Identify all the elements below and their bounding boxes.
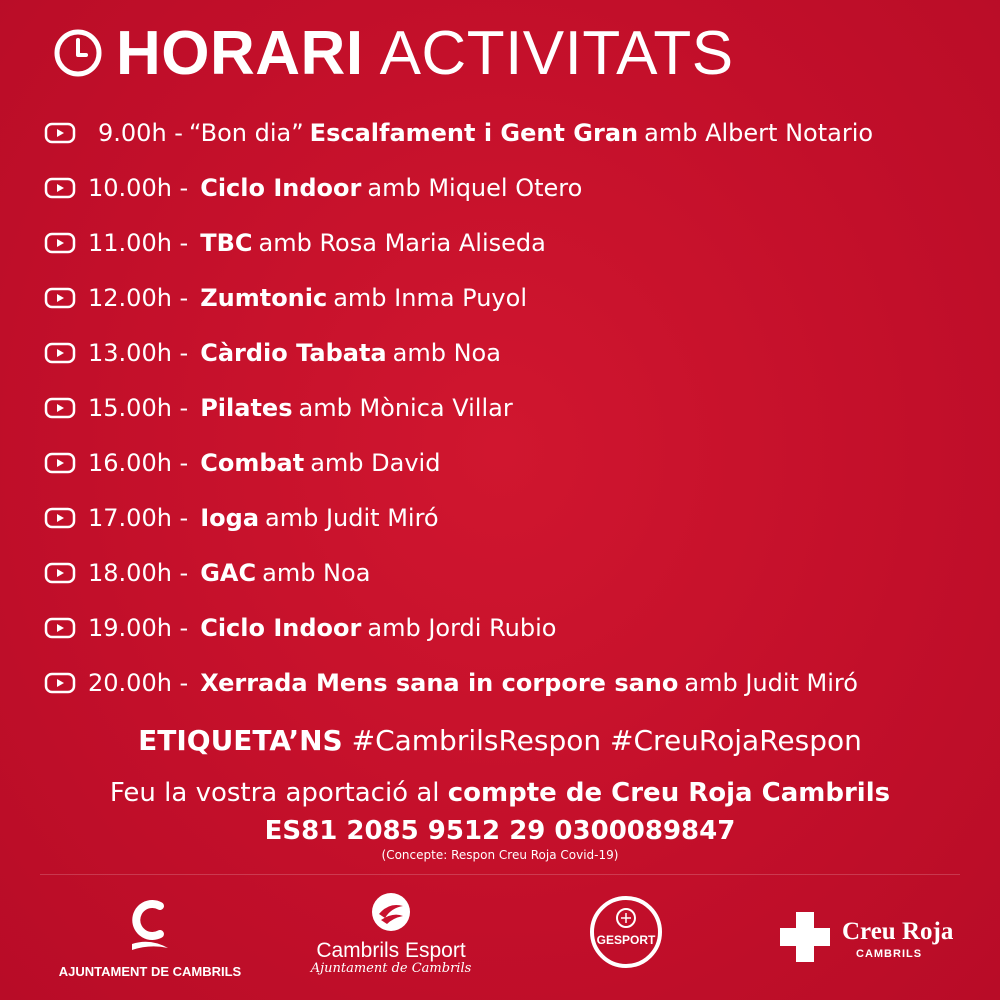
play-button-icon[interactable] [44,342,76,364]
schedule-row [44,600,984,655]
play-button-icon[interactable] [44,287,76,309]
page-title [52,18,734,88]
logo-creu-roja [778,910,954,970]
schedule-instructor: amb Albert Notario [644,118,874,147]
schedule-row [44,105,984,160]
schedule-time: 9.00h - [98,118,183,147]
schedule-row [44,655,984,710]
donation-line [0,778,1000,808]
hashtag-label: ETIQUETA’NS [138,724,343,757]
schedule-time: 12.00h - [88,283,189,312]
divider [40,874,960,875]
schedule-instructor: amb Judit Miró [684,668,858,697]
schedule-instructor: amb Noa [392,338,501,367]
creu-roja-sublabel: CAMBRILS [856,948,923,960]
cambrils-esport-label: Cambrils Esport [316,939,466,962]
play-button-icon[interactable] [44,232,76,254]
schedule-row [44,380,984,435]
logo-gesport [588,894,664,974]
schedule-activity: Xerrada Mens sana in corpore sano [200,668,679,697]
schedule-activity: Ioga [200,503,260,532]
play-button-icon[interactable] [44,177,76,199]
schedule-row [44,545,984,600]
schedule-instructor: amb Rosa Maria Aliseda [258,228,546,257]
title-bold: HORARI [116,18,364,88]
hashtags: #CambrilsRespon #CreuRojaRespon [351,724,862,757]
logo-ajuntament-cambrils [50,898,250,979]
ajuntament-label: AJUNTAMENT DE CAMBRILS [58,964,242,979]
red-cross-icon [778,910,832,964]
play-button-icon[interactable] [44,452,76,474]
schedule-instructor: amb Mònica Villar [298,393,513,422]
schedule-row [44,490,984,545]
creu-roja-label: Creu Roja [842,918,954,945]
schedule-row [44,325,984,380]
schedule-time: 16.00h - [88,448,189,477]
schedule-time: 20.00h - [88,668,189,697]
play-button-icon[interactable] [44,122,76,144]
schedule-time: 11.00h - [88,228,189,257]
donation-account-name: compte de Creu Roja Cambrils [447,778,891,808]
donation-intro: Feu la vostra aportació al [109,778,440,808]
play-button-icon[interactable] [44,507,76,529]
play-button-icon[interactable] [44,397,76,419]
schedule-row [44,160,984,215]
schedule-activity: Combat [200,448,305,477]
hashtag-line [0,724,1000,757]
play-button-icon[interactable] [44,562,76,584]
schedule-time: 10.00h - [88,173,189,202]
schedule-activity: Ciclo Indoor [200,613,362,642]
schedule-time: 13.00h - [88,338,189,367]
cambrils-esport-swirl-icon [369,890,413,934]
schedule-activity: Ciclo Indoor [200,173,362,202]
schedule-row [44,215,984,270]
gesport-badge-icon [588,894,664,970]
schedule-activity: Càrdio Tabata [200,338,387,367]
donation-concept: (Concepte: Respon Creu Roja Covid-19) [381,848,619,862]
schedule-activity: TBC [200,228,253,257]
schedule-instructor: amb Inma Puyol [333,283,527,312]
ajuntament-c-icon [128,898,172,956]
schedule-row [44,270,984,325]
donation-iban: ES81 2085 9512 29 0300089847 [264,816,736,846]
schedule-pre: “Bon dia” [188,118,304,147]
schedule-time: 19.00h - [88,613,189,642]
gesport-label: GESPORT [596,933,656,947]
schedule-instructor: amb Judit Miró [265,503,439,532]
schedule-list [44,105,984,710]
schedule-activity: Pilates [200,393,293,422]
schedule-instructor: amb Noa [262,558,371,587]
play-button-icon[interactable] [44,617,76,639]
schedule-activity: Zumtonic [200,283,328,312]
play-button-icon[interactable] [44,672,76,694]
sponsor-logos [0,880,1000,1000]
schedule-instructor: amb Miquel Otero [367,173,583,202]
schedule-time: 15.00h - [88,393,189,422]
schedule-activity: GAC [200,558,257,587]
title-light: ACTIVITATS [379,18,734,88]
schedule-activity: Escalfament i Gent Gran [309,118,639,147]
schedule-row [44,435,984,490]
cambrils-esport-sublabel: Ajuntament de Cambrils [310,961,472,976]
schedule-time: 18.00h - [88,558,189,587]
schedule-instructor: amb David [310,448,441,477]
clock-icon [52,27,104,79]
logo-cambrils-esport [296,890,486,976]
schedule-time: 17.00h - [88,503,189,532]
schedule-instructor: amb Jordi Rubio [367,613,557,642]
